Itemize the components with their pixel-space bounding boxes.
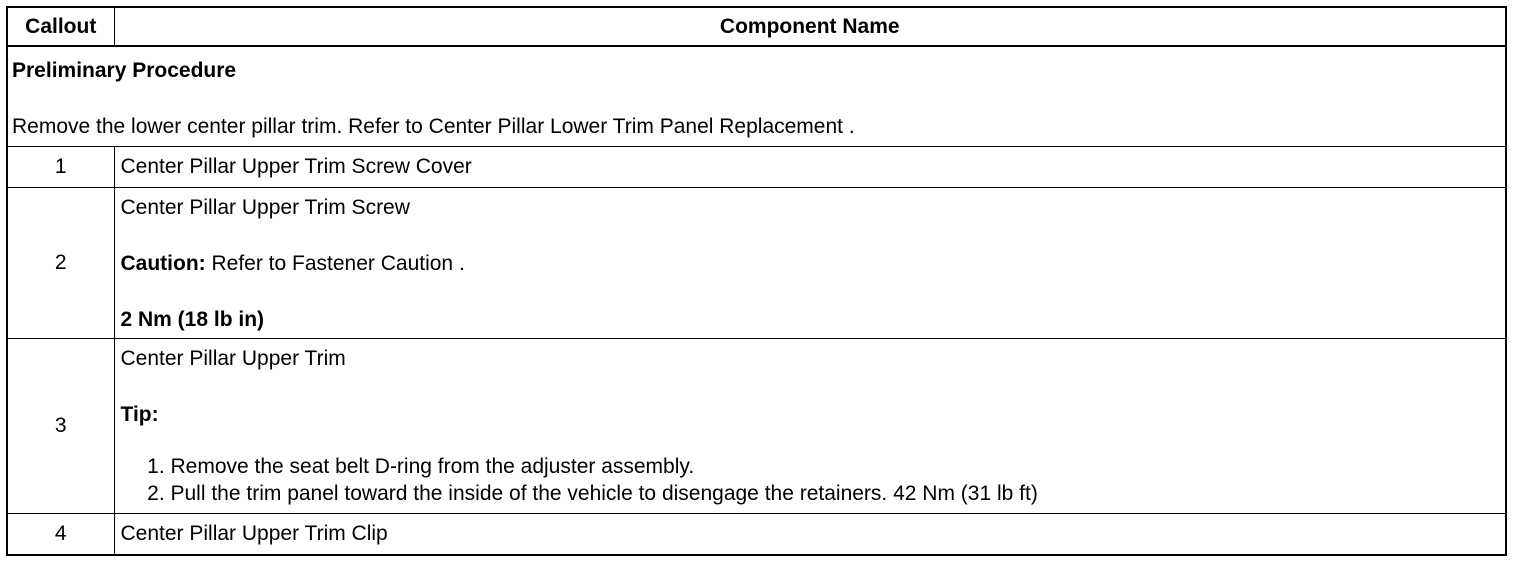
component-name: Center Pillar Upper Trim Clip: [114, 514, 1506, 556]
component-cell: [114, 188, 1506, 339]
component-name: Center Pillar Upper Trim Screw: [120, 196, 410, 219]
component-cell: [114, 339, 1506, 514]
tip-label: Tip:: [120, 403, 159, 426]
component-name-header: Component Name: [114, 7, 1506, 46]
callout-number: 4: [7, 514, 114, 556]
callout-number: 1: [7, 147, 114, 188]
preliminary-cell: [7, 46, 1506, 147]
caution-note: [121, 252, 1500, 276]
caution-text: Refer to Fastener Caution .: [205, 252, 465, 275]
table-row: [7, 514, 1506, 556]
tip-list: [121, 453, 1500, 507]
preliminary-text: Remove the lower center pillar trim. Refer to Center Pillar Lower Trim Panel Replacement .: [12, 115, 855, 138]
table-row: [7, 339, 1506, 514]
tip-item: 1. Remove the seat belt D-ring from the adjuster assembly.: [171, 453, 1500, 480]
preliminary-row: [7, 46, 1506, 147]
callout-number: 2: [7, 188, 114, 339]
table-row: [7, 147, 1506, 188]
caution-label: Caution:: [120, 252, 206, 275]
preliminary-title: Preliminary Procedure: [12, 59, 237, 82]
header-row: [7, 7, 1506, 46]
torque-value: 2 Nm (18 lb in): [120, 308, 265, 331]
callout-header: Callout: [7, 7, 114, 46]
component-name: Center Pillar Upper Trim: [120, 347, 346, 370]
tip-item: 2. Pull the trim panel toward the inside of the vehicle to disengage the retainers. 42 Nm (31 lb ft): [171, 480, 1500, 507]
component-table: [6, 6, 1507, 556]
component-name: Center Pillar Upper Trim Screw Cover: [114, 147, 1506, 188]
table-row: [7, 188, 1506, 339]
callout-number: 3: [7, 339, 114, 514]
torque-spec: [121, 308, 1500, 332]
